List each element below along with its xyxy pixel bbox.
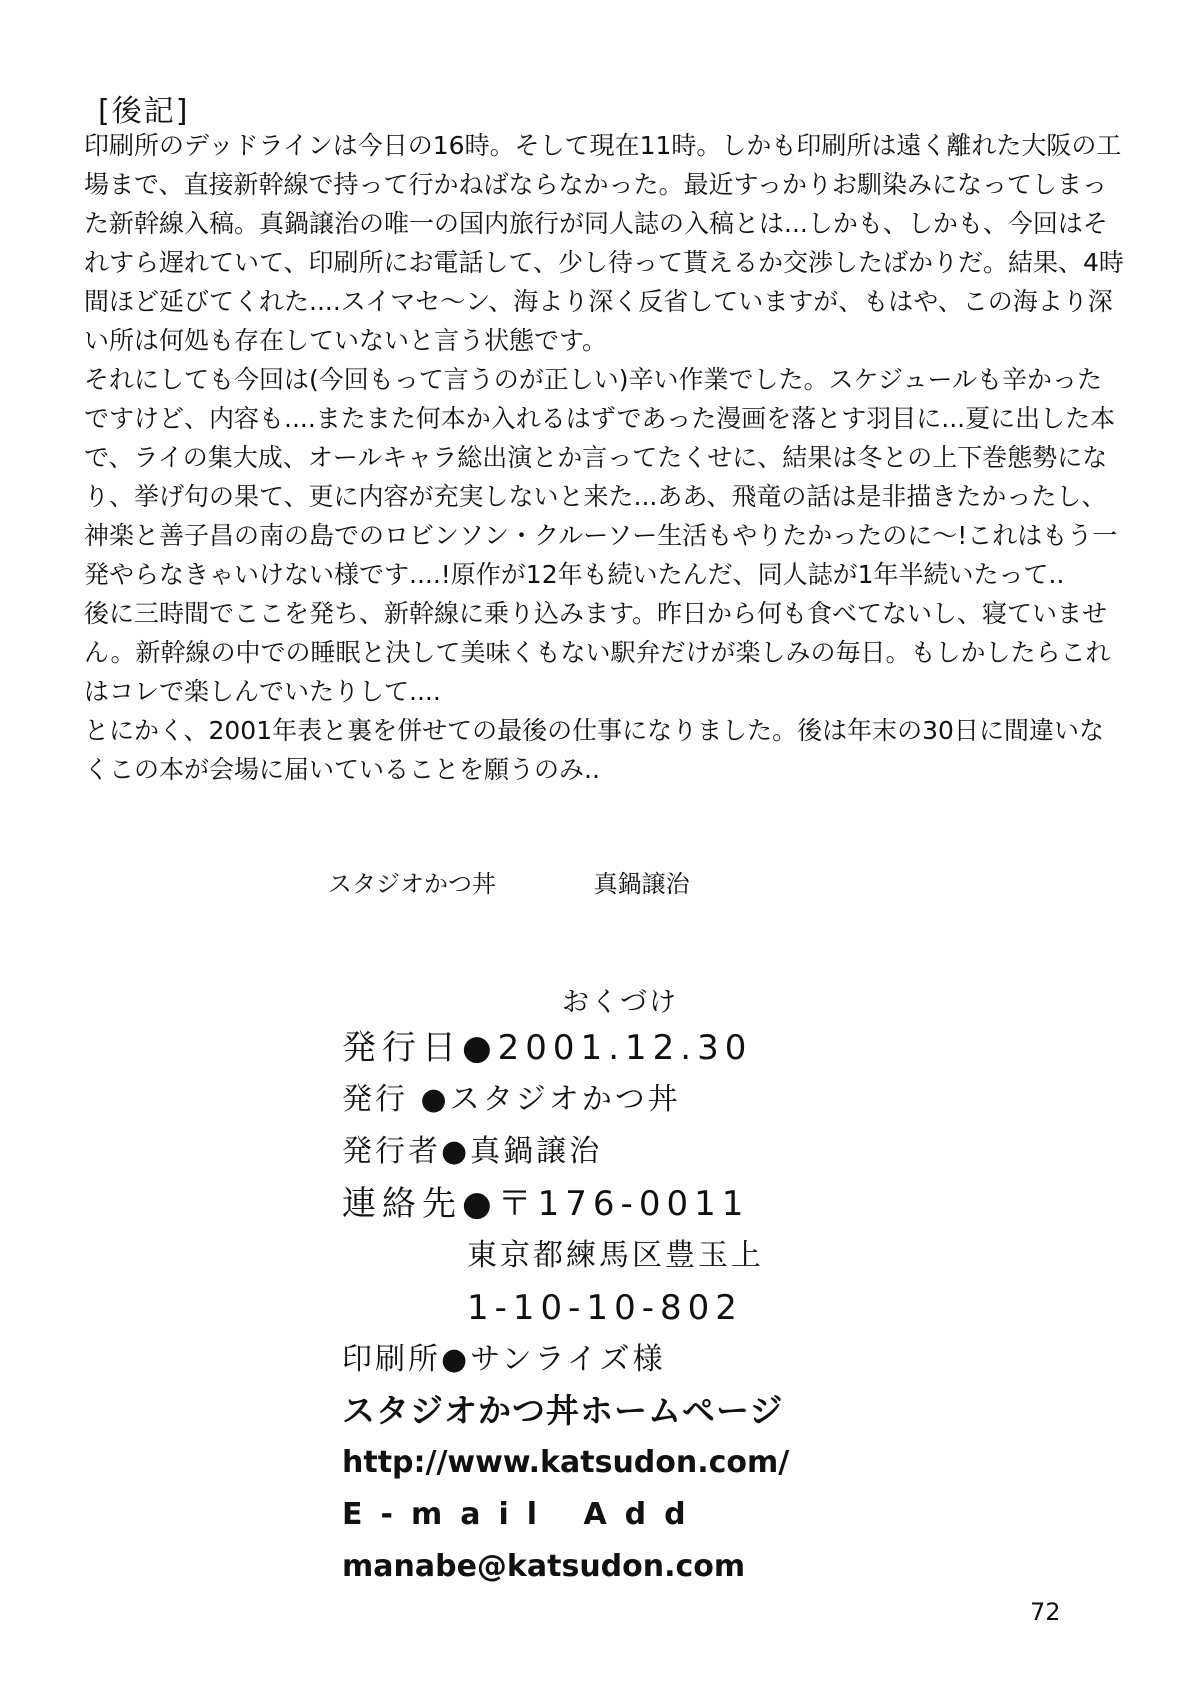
colophon-row-issuer: 発行者●真鍋譲治 xyxy=(342,1134,603,1169)
signature-author: 真鍋譲治 xyxy=(593,870,690,898)
colophon-list xyxy=(342,1022,764,1386)
afterword-body xyxy=(84,126,1124,789)
homepage-title: スタジオかつ丼ホームページ xyxy=(342,1391,784,1430)
afterword-paragraph: 後に三時間でここを発ち、新幹線に乗り込みます。昨日から何も食べてないし、寝ていません。新幹線の中での睡眠と決して美味くもない駅弁だけが楽しみの毎日。もしかしたらこれはコレで楽しんでいたりして.... xyxy=(84,599,1111,706)
page-number: 72 xyxy=(1030,1598,1061,1626)
email-label: E-mail Add xyxy=(342,1497,704,1532)
colophon-row-publisher: 発行 ●スタジオかつ丼 xyxy=(342,1082,681,1117)
signature-studio: スタジオかつ丼 xyxy=(328,870,496,898)
colophon-row-address: 東京都練馬区豊玉上 xyxy=(467,1238,764,1273)
afterword-heading: [後記] xyxy=(98,94,190,129)
colophon-title: おくづけ xyxy=(562,987,678,1018)
afterword-paragraph: 印刷所のデッドラインは今日の16時。そして現在11時。しかも印刷所は遠く離れた大阪の工場まで、直接新幹線で持って行かねばならなかった。最近すっかりお馴染みになってしまった新幹線入稿。真鍋譲治の唯一の国内旅行が同人誌の入稿とは...しかも、しかも、今回はそれすら遅れていて、印刷所にお電話して、少し待って貰えるか交渉したばかりだ。結果、4時間ほど延びてくれた....スイマセ〜ン、海より深く反省していますが、もはや、この海より深い所は何処も存在していないと言う状態です。 xyxy=(84,131,1124,355)
afterword-paragraph: それにしても今回は(今回もって言うのが正しい)辛い作業でした。スケジュールも辛かったですけど、内容も....またまた何本か入れるはずであった漫画を落とす羽目に...夏に出した本で、ライの集大成、オールキャラ総出演とか言ってたくせに、結果は冬との上下巻態勢になり、挙げ句の果て、更に内容が充実しないと来た...ああ、飛竜の話は是非描きたかったし、神楽と善子昌の南の島でのロビンソン・クルーソー生活もやりたかったのに〜!これはもう一発やらなきゃいけない様です....!原作が12年も続いたんだ、同人誌が1年半続いたって.. xyxy=(84,365,1118,589)
colophon-row-contact: 連絡先●〒176-0011 xyxy=(342,1184,750,1224)
afterword-paragraph: とにかく、2001年表と裏を併せての最後の仕事になりました。後は年末の30日に間違いなくこの本が会場に届いていることを願うのみ.. xyxy=(84,716,1104,784)
afterword-signature xyxy=(328,864,750,899)
colophon-row-issue-date: 発行日●2001.12.30 xyxy=(342,1028,753,1068)
colophon-row-address-number: 1-10-10-802 xyxy=(467,1288,743,1328)
web-info xyxy=(342,1385,789,1593)
homepage-url: http://www.katsudon.com/ xyxy=(342,1445,790,1480)
email-address: manabe@katsudon.com xyxy=(342,1549,746,1584)
colophon-row-printer: 印刷所●サンライズ様 xyxy=(342,1342,666,1377)
